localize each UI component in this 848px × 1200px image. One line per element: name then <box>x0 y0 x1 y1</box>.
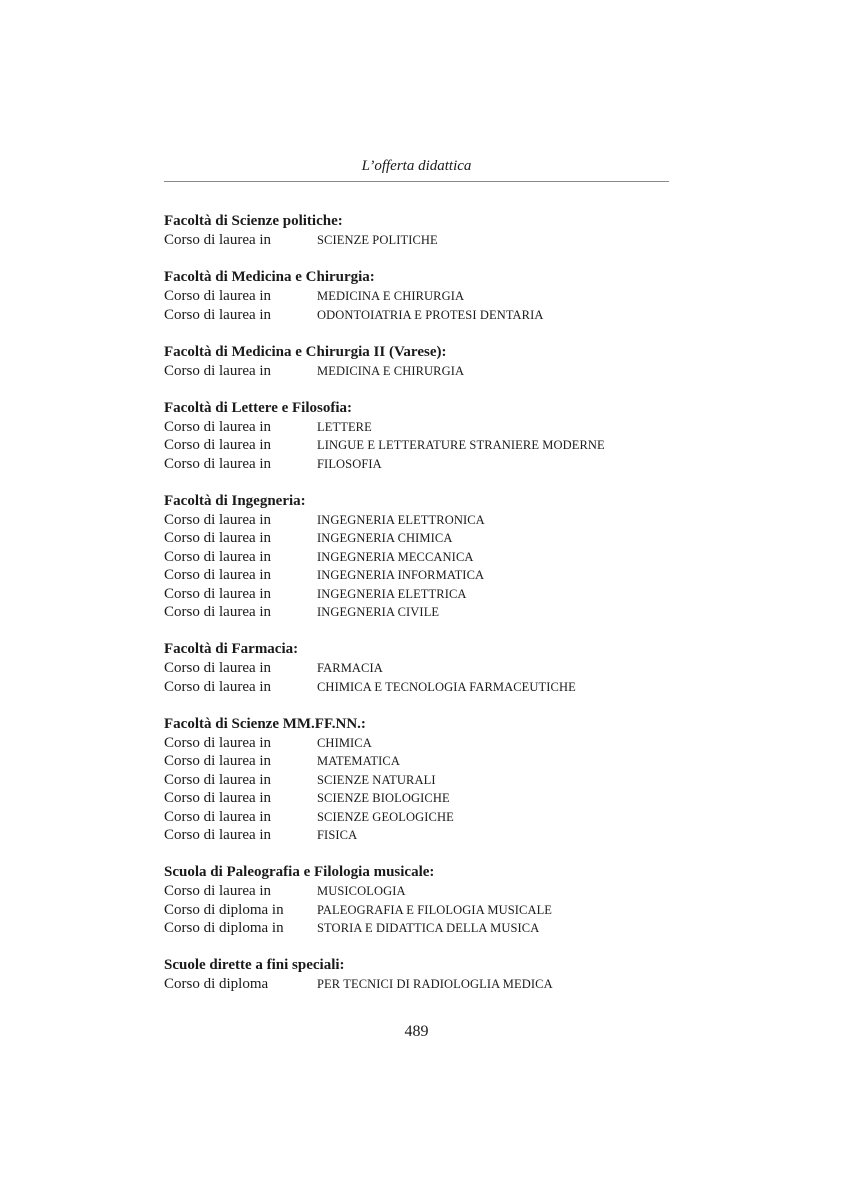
course-name: CHIMICA <box>317 735 372 750</box>
course-name: INGEGNERIA MECCANICA <box>317 549 474 564</box>
section-scienze-mmffnn <box>164 715 684 845</box>
course-type: Corso di laurea in <box>164 362 272 379</box>
course-row <box>164 771 684 790</box>
course-name: MEDICINA E CHIRURGIA <box>317 289 465 303</box>
course-name: STORIA E DIDATTICA DELLA MUSICA <box>317 921 540 935</box>
course-row <box>164 418 684 437</box>
course-row <box>164 231 684 250</box>
section-lettere-filosofia <box>164 399 684 474</box>
course-row <box>164 789 684 808</box>
section-ingegneria <box>164 492 684 622</box>
course-name: MEDICINA E CHIRURGIA <box>317 363 465 378</box>
course-name: LETTERE <box>317 419 372 434</box>
course-type: Corso di diploma in <box>164 920 284 936</box>
course-row <box>164 826 684 845</box>
section-title: Facoltà di Lettere e Filosofia: <box>164 399 352 416</box>
course-name: INGEGNERIA ELETTRONICA <box>317 512 485 527</box>
course-type: Corso di laurea in <box>164 660 272 676</box>
course-type: Corso di laurea in <box>164 288 272 304</box>
course-row <box>164 455 684 474</box>
section-medicina-chirurgia <box>164 268 684 324</box>
course-type: Corso di laurea in <box>164 771 272 788</box>
section-paleografia-filologia <box>164 863 684 938</box>
course-row <box>164 919 684 938</box>
section-title: Scuole dirette a fini speciali: <box>164 957 345 973</box>
course-name: CHIMICA E TECNOLOGIA FARMACEUTICHE <box>317 679 576 694</box>
course-type: Corso di laurea in <box>164 548 272 565</box>
course-type: Corso di laurea in <box>164 734 272 751</box>
section-title: Scuola di Paleografia e Filologia musicale: <box>164 864 435 880</box>
course-row <box>164 678 684 697</box>
section-medicina-chirurgia-varese <box>164 343 684 381</box>
course-row <box>164 436 684 455</box>
course-name: INGEGNERIA CIVILE <box>317 605 440 619</box>
course-name: SCIENZE POLITICHE <box>317 233 438 247</box>
section-farmacia <box>164 640 684 696</box>
course-name: PALEOGRAFIA E FILOLOGIA MUSICALE <box>317 902 553 917</box>
course-row <box>164 548 684 567</box>
course-name: FISICA <box>317 828 358 842</box>
course-row <box>164 566 684 585</box>
course-type: Corso di laurea in <box>164 511 272 528</box>
course-type: Corso di laurea in <box>164 530 272 546</box>
course-name: INGEGNERIA INFORMATICA <box>317 568 485 582</box>
header-rule <box>164 181 669 182</box>
course-type: Corso di laurea in <box>164 604 272 620</box>
course-name: SCIENZE NATURALI <box>317 772 436 787</box>
course-type: Corso di laurea in <box>164 567 272 583</box>
course-name: ODONTOIATRIA E PROTESI DENTARIA <box>317 307 544 322</box>
running-title: L’offerta didattica <box>361 158 472 174</box>
course-type: Corso di diploma <box>164 976 269 992</box>
course-row <box>164 362 684 381</box>
course-name: INGEGNERIA CHIMICA <box>317 531 453 545</box>
course-row <box>164 529 684 548</box>
section-title: Facoltà di Scienze MM.FF.NN.: <box>164 715 366 732</box>
section-title: Facoltà di Farmacia: <box>164 641 299 657</box>
course-name: PER TECNICI DI RADIOLOGLIA MEDICA <box>317 977 553 991</box>
course-name: LINGUE E LETTERATURE STRANIERE MODERNE <box>317 438 605 452</box>
course-row <box>164 603 684 622</box>
course-name: SCIENZE BIOLOGICHE <box>317 791 450 805</box>
course-row <box>164 511 684 530</box>
section-scuole-fini-speciali <box>164 956 684 994</box>
course-listing <box>164 212 684 1012</box>
course-row <box>164 975 684 994</box>
course-name: FILOSOFIA <box>317 456 382 471</box>
course-type: Corso di laurea in <box>164 232 272 248</box>
course-row <box>164 734 684 753</box>
course-type: Corso di laurea in <box>164 827 272 843</box>
section-title: Facoltà di Ingegneria: <box>164 492 306 509</box>
section-scienze-politiche <box>164 212 684 250</box>
course-row <box>164 306 684 325</box>
course-type: Corso di laurea in <box>164 585 272 602</box>
course-name: MATEMATICA <box>317 754 400 768</box>
course-type: Corso di laurea in <box>164 418 272 435</box>
course-name: SCIENZE GEOLOGICHE <box>317 809 454 824</box>
course-row <box>164 882 684 901</box>
section-title: Facoltà di Medicina e Chirurgia: <box>164 269 375 285</box>
course-type: Corso di laurea in <box>164 678 272 695</box>
course-type: Corso di diploma in <box>164 901 284 918</box>
page-number: 489 <box>404 1023 429 1040</box>
course-row <box>164 287 684 306</box>
course-type: Corso di laurea in <box>164 790 272 806</box>
section-title: Facoltà di Medicina e Chirurgia II (Varese): <box>164 343 447 360</box>
course-name: MUSICOLOGIA <box>317 884 406 898</box>
course-type: Corso di laurea in <box>164 753 272 769</box>
course-row <box>164 585 684 604</box>
course-type: Corso di laurea in <box>164 883 272 899</box>
course-row <box>164 901 684 920</box>
course-type: Corso di laurea in <box>164 437 272 453</box>
course-type: Corso di laurea in <box>164 808 272 825</box>
course-name: INGEGNERIA ELETTRICA <box>317 586 467 601</box>
section-title: Facoltà di Scienze politiche: <box>164 213 343 229</box>
course-type: Corso di laurea in <box>164 455 272 472</box>
course-row <box>164 808 684 827</box>
course-row <box>164 752 684 771</box>
course-type: Corso di laurea in <box>164 306 272 323</box>
course-row <box>164 659 684 678</box>
course-name: FARMACIA <box>317 661 383 675</box>
